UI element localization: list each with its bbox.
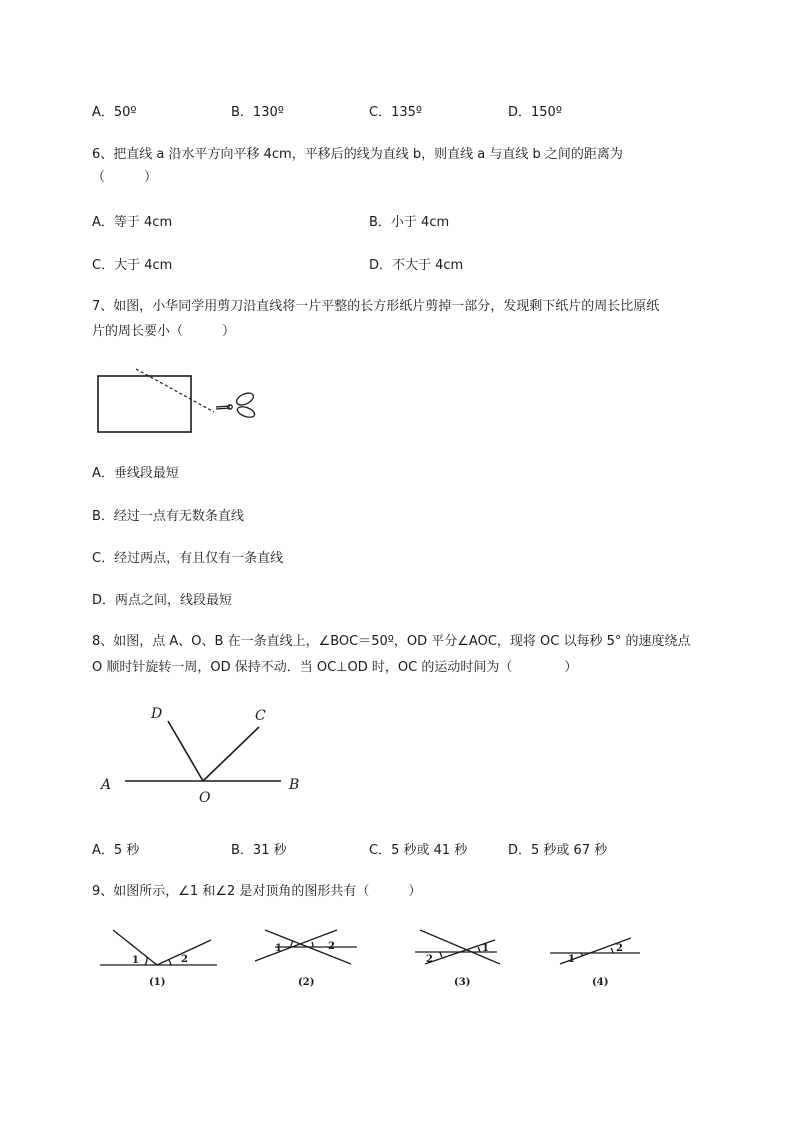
scissors-icon: [216, 391, 256, 420]
fig3-caption: (3): [454, 977, 471, 988]
fig1-angle2: 2: [181, 954, 188, 965]
q7-option-a: A．垂线段最短: [92, 466, 179, 481]
q6-stem-line2: （ ）: [92, 170, 158, 185]
q7-option-d: D．两点之间，线段最短: [92, 593, 233, 608]
q6-option-d: D．不大于 4cm: [369, 258, 464, 273]
q6-stem-line1: 6、把直线 a 沿水平方向平移 4cm，平移后的线为直线 b，则直线 a 与直线 b 之间的距离为: [92, 147, 623, 162]
q5-option-c: C．135º: [369, 105, 423, 120]
q7-stem-line2: 片的周长要小（ ）: [92, 324, 236, 339]
fig4-angle2: 2: [616, 943, 623, 954]
fig4-caption: (4): [592, 977, 609, 988]
fig3-angle2: 2: [426, 954, 433, 965]
fig2-angle1: 1: [275, 943, 282, 954]
q8-option-b: B．31 秒: [231, 843, 287, 858]
label-d: D: [151, 706, 163, 722]
fig2-angle2: 2: [328, 941, 335, 952]
q8-stem-line1: 8、如图，点 A、O、B 在一条直线上，∠BOC＝50º，OD 平分∠AOC，现将 OC 以每秒 5° 的速度绕点: [92, 634, 691, 649]
ray-oc: [203, 727, 259, 781]
fig1-caption: (1): [149, 977, 166, 988]
q9-figures: [95, 920, 655, 995]
label-c: C: [255, 708, 266, 724]
q8-angle-figure: [95, 700, 315, 810]
q7-option-c: C．经过两点，有且仅有一条直线: [92, 551, 284, 566]
q5-option-b: B．130º: [231, 105, 284, 120]
ray-od: [168, 721, 203, 781]
fig4-angle1: 1: [568, 954, 575, 965]
label-a: A: [101, 777, 112, 793]
q6-option-b: B．小于 4cm: [369, 215, 450, 230]
q6-option-a: A．等于 4cm: [92, 215, 173, 230]
q6-option-c: C．大于 4cm: [92, 258, 173, 273]
q5-option-d: D．150º: [508, 105, 562, 120]
fig3-angle1: 1: [482, 943, 489, 954]
q8-stem-line2: O 顺时针旋转一周，OD 保持不动．当 OC⊥OD 时，OC 的运动时间为（ ）: [92, 660, 578, 675]
q8-option-d: D．5 秒或 67 秒: [508, 843, 608, 858]
paper-rectangle: [98, 376, 191, 432]
label-b: B: [289, 777, 300, 793]
q7-stem-line1: 7、如图，小华同学用剪刀沿直线将一片平整的长方形纸片剪掉一部分，发现剩下纸片的周长比原纸: [92, 299, 660, 314]
q8-option-a: A．5 秒: [92, 843, 140, 858]
fig2-caption: (2): [298, 977, 315, 988]
q7-paper-scissors-figure: [90, 360, 270, 440]
fig1-angle1: 1: [132, 955, 139, 966]
q7-option-b: B．经过一点有无数条直线: [92, 509, 244, 524]
q8-option-c: C．5 秒或 41 秒: [369, 843, 468, 858]
q5-option-a: A．50º: [92, 105, 137, 120]
label-o: O: [199, 790, 211, 806]
q9-stem: 9、如图所示，∠1 和∠2 是对顶角的图形共有（ ）: [92, 884, 422, 899]
